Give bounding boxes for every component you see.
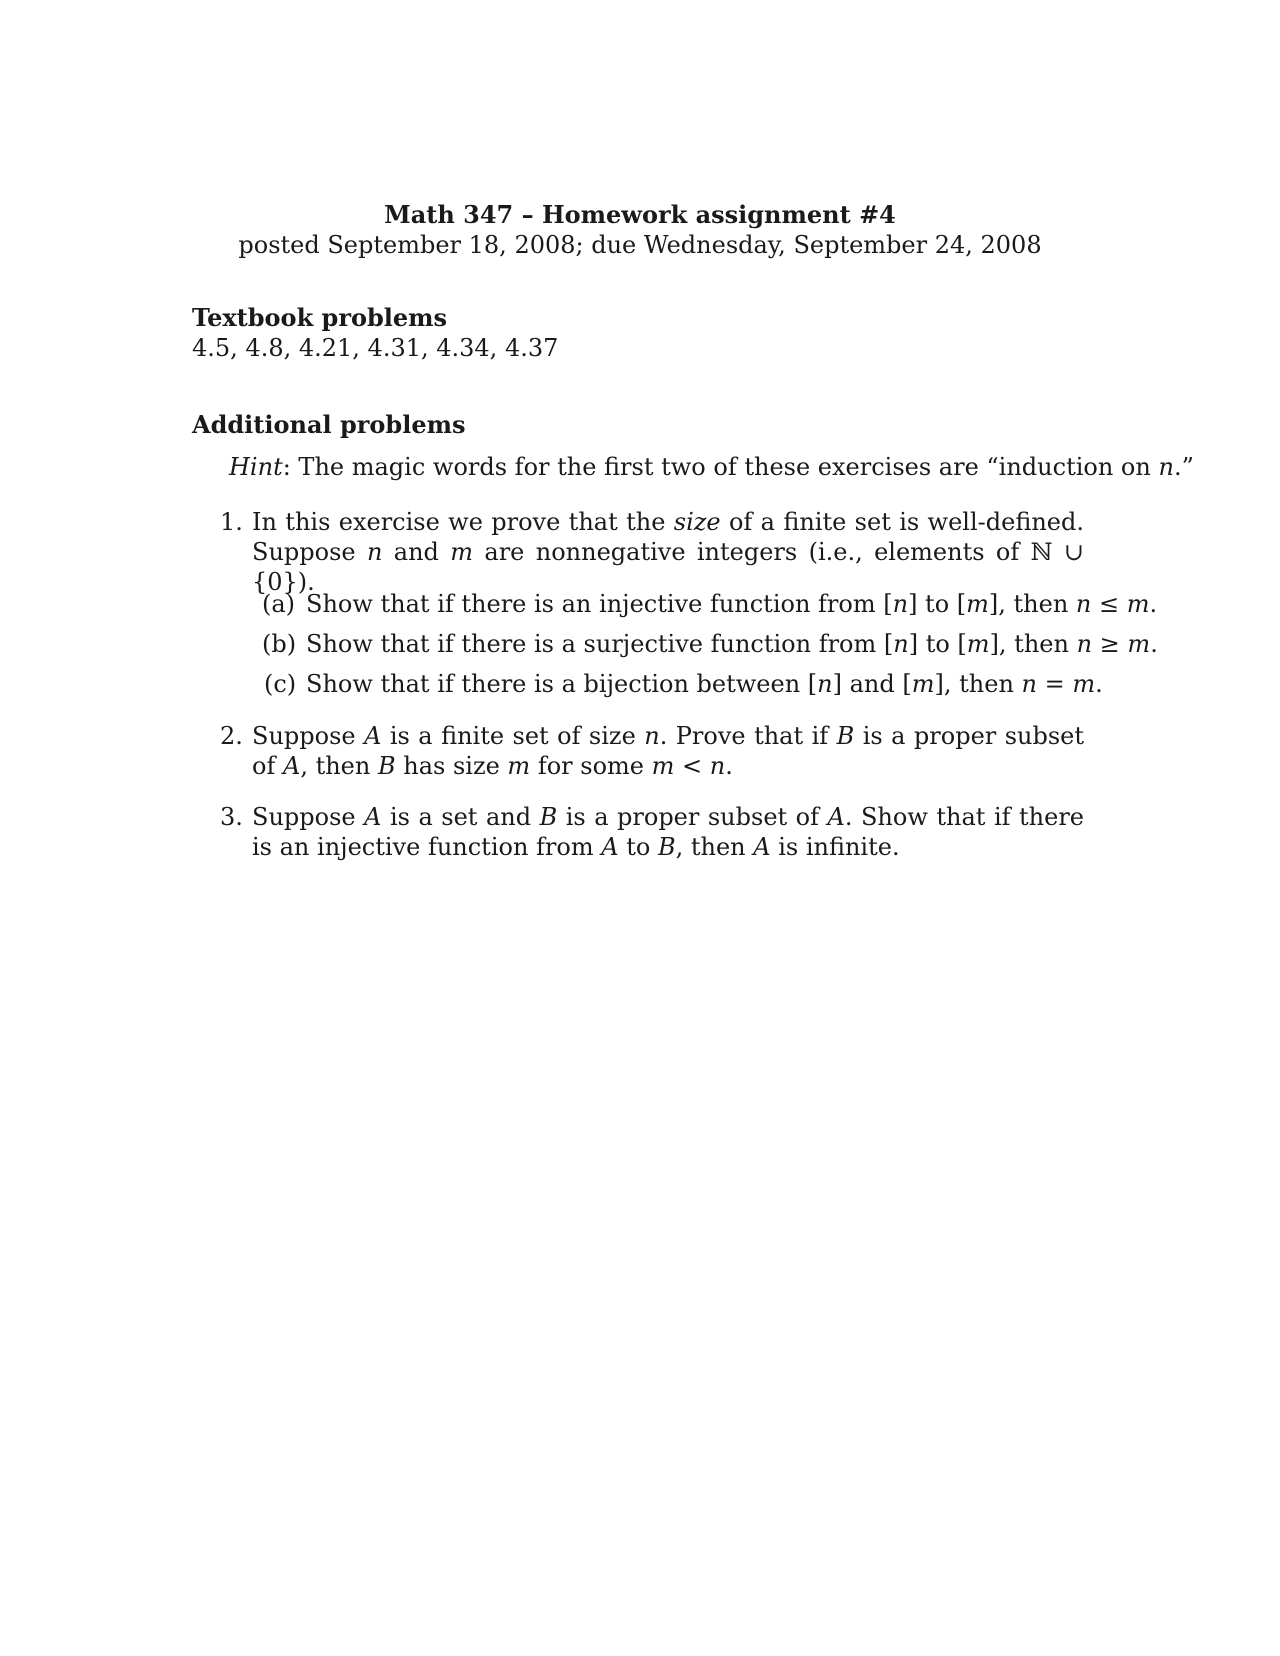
textbook-problem-list: 4.5, 4.8, 4.21, 4.31, 4.34, 4.37 <box>192 334 559 362</box>
problem-1-text: In this exercise we prove that the size of a finite set is well-defined. Suppose n and m are nonnegative integers (i.e., elements of ℕ ∪ {0}). <box>252 508 1084 596</box>
problem-3-text: Suppose A is a set and B is a proper subset of A. Show that if there is an injective function from A to B, then A is infinite. <box>252 803 1084 861</box>
additional-heading: Additional problems <box>192 410 466 439</box>
part-c-text: Show that if there is a bijection between [n] and [m], then n = m. <box>306 670 1103 698</box>
problem-1-number: 1. <box>220 508 243 536</box>
part-a-text: Show that if there is an injective function from [n] to [m], then n ≤ m. <box>306 590 1158 618</box>
textbook-heading: Textbook problems <box>192 303 448 332</box>
hint-end: .” <box>1173 453 1194 481</box>
hint-label: Hint <box>229 453 283 481</box>
hint-var: n <box>1158 453 1174 481</box>
problem-2-number: 2. <box>220 722 243 750</box>
part-a-label: (a) <box>262 590 296 618</box>
page-title: Math 347 – Homework assignment #4 <box>384 200 896 229</box>
part-b-label: (b) <box>262 630 297 658</box>
part-c-label: (c) <box>264 670 297 698</box>
part-b-text: Show that if there is a surjective function from [n] to [m], then n ≥ m. <box>306 630 1158 658</box>
problem-3-number: 3. <box>220 803 243 831</box>
hint-line <box>229 452 1194 482</box>
hint-text: : The magic words for the first two of these exercises are “induction on <box>282 453 1159 481</box>
page-subtitle: posted September 18, 2008; due Wednesday, September 24, 2008 <box>238 231 1042 259</box>
problem-2-text: Suppose A is a finite set of size n. Prove that if B is a proper subset of A, then B has size m for some m < n. <box>252 722 1084 780</box>
